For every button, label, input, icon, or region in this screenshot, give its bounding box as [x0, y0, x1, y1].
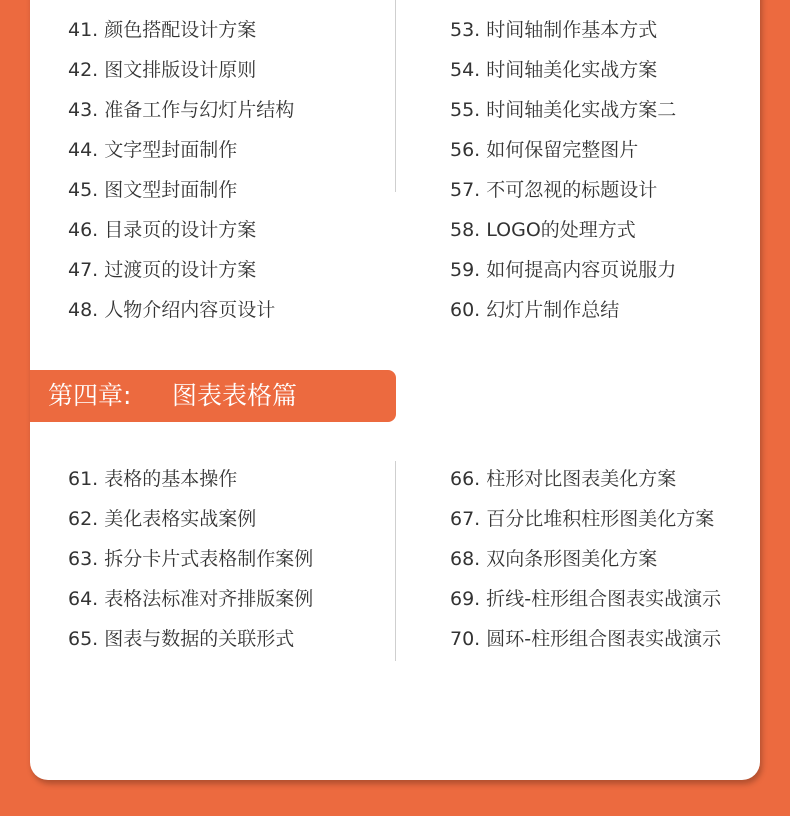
list-item[interactable]: 45. 图文型封面制作 — [68, 179, 238, 201]
list-item[interactable]: 48. 人物介绍内容页设计 — [68, 299, 276, 321]
list-item[interactable]: 44. 文字型封面制作 — [68, 139, 238, 161]
list-item[interactable]: 66. 柱形对比图表美化方案 — [450, 468, 677, 490]
list-item[interactable]: 58. LOGO的处理方式 — [450, 219, 636, 241]
list-item[interactable]: 60. 幻灯片制作总结 — [450, 299, 620, 321]
list-item[interactable]: 46. 目录页的设计方案 — [68, 219, 257, 241]
list-item[interactable]: 68. 双向条形图美化方案 — [450, 548, 658, 570]
list-item[interactable]: 43. 准备工作与幻灯片结构 — [68, 99, 295, 121]
list-item[interactable]: 70. 圆环-柱形组合图表实战演示 — [450, 628, 722, 650]
list-item[interactable]: 41. 颜色搭配设计方案 — [68, 19, 257, 41]
list-item[interactable]: 47. 过渡页的设计方案 — [68, 259, 257, 281]
column-divider-bottom — [395, 461, 396, 661]
list-item[interactable]: 42. 图文排版设计原则 — [68, 59, 257, 81]
list-item[interactable]: 69. 折线-柱形组合图表实战演示 — [450, 588, 722, 610]
list-item[interactable]: 53. 时间轴制作基本方式 — [450, 19, 658, 41]
column-divider-top — [395, 0, 396, 192]
list-item[interactable]: 63. 拆分卡片式表格制作案例 — [68, 548, 314, 570]
list-item[interactable]: 64. 表格法标准对齐排版案例 — [68, 588, 314, 610]
list-item[interactable]: 62. 美化表格实战案例 — [68, 508, 257, 530]
list-item[interactable]: 57. 不可忽视的标题设计 — [450, 179, 658, 201]
chapter-title: 图表表格篇 — [172, 381, 298, 410]
chapter-number: 第四章: — [48, 381, 132, 410]
chapter-banner — [30, 370, 396, 422]
list-item[interactable]: 67. 百分比堆积柱形图美化方案 — [450, 508, 715, 530]
list-item[interactable]: 54. 时间轴美化实战方案 — [450, 59, 658, 81]
list-item[interactable]: 55. 时间轴美化实战方案二 — [450, 99, 677, 121]
list-item[interactable]: 59. 如何提高内容页说服力 — [450, 259, 677, 281]
list-item[interactable]: 61. 表格的基本操作 — [68, 468, 238, 490]
list-item[interactable]: 56. 如何保留完整图片 — [450, 139, 639, 161]
list-item[interactable]: 65. 图表与数据的关联形式 — [68, 628, 295, 650]
